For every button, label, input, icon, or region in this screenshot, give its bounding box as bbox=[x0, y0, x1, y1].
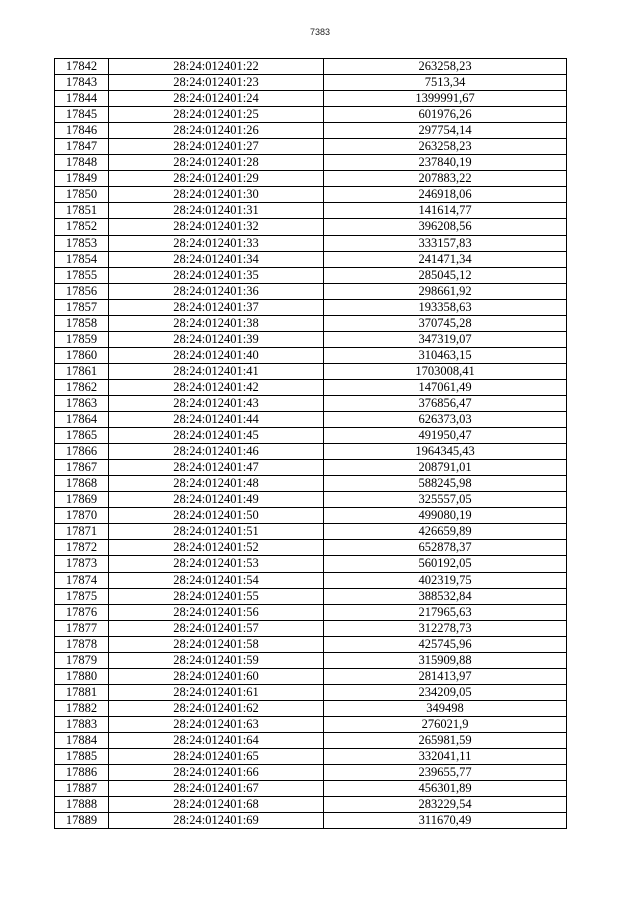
value-cell: 208791,01 bbox=[324, 460, 567, 476]
value-cell: 193358,63 bbox=[324, 299, 567, 315]
value-cell: 652878,37 bbox=[324, 540, 567, 556]
cadastral-number-cell: 28:24:012401:26 bbox=[109, 123, 324, 139]
table-row bbox=[55, 620, 567, 636]
row-number-cell: 17864 bbox=[55, 412, 109, 428]
value-cell: 297754,14 bbox=[324, 123, 567, 139]
table-row bbox=[55, 604, 567, 620]
value-cell: 237840,19 bbox=[324, 155, 567, 171]
row-number-cell: 17865 bbox=[55, 428, 109, 444]
cadastral-number-cell: 28:24:012401:32 bbox=[109, 219, 324, 235]
cadastral-number-cell: 28:24:012401:66 bbox=[109, 765, 324, 781]
table-row bbox=[55, 652, 567, 668]
table-row bbox=[55, 636, 567, 652]
value-cell: 370745,28 bbox=[324, 315, 567, 331]
row-number-cell: 17862 bbox=[55, 379, 109, 395]
table-row bbox=[55, 540, 567, 556]
cadastral-number-cell: 28:24:012401:38 bbox=[109, 315, 324, 331]
table-row bbox=[55, 476, 567, 492]
table-row bbox=[55, 732, 567, 748]
table-row bbox=[55, 91, 567, 107]
row-number-cell: 17863 bbox=[55, 395, 109, 411]
table-row bbox=[55, 749, 567, 765]
row-number-cell: 17860 bbox=[55, 347, 109, 363]
table-row bbox=[55, 171, 567, 187]
value-cell: 376856,47 bbox=[324, 395, 567, 411]
cadastral-number-cell: 28:24:012401:37 bbox=[109, 299, 324, 315]
table-row bbox=[55, 251, 567, 267]
row-number-cell: 17887 bbox=[55, 781, 109, 797]
table-row bbox=[55, 139, 567, 155]
page-number: 7383 bbox=[309, 27, 331, 37]
cadastral-number-cell: 28:24:012401:62 bbox=[109, 700, 324, 716]
table-row bbox=[55, 508, 567, 524]
value-cell: 298661,92 bbox=[324, 283, 567, 299]
value-cell: 456301,89 bbox=[324, 781, 567, 797]
value-cell: 312278,73 bbox=[324, 620, 567, 636]
value-cell: 491950,47 bbox=[324, 428, 567, 444]
cadastral-number-cell: 28:24:012401:57 bbox=[109, 620, 324, 636]
table-row bbox=[55, 315, 567, 331]
row-number-cell: 17868 bbox=[55, 476, 109, 492]
table-row bbox=[55, 813, 567, 829]
row-number-cell: 17883 bbox=[55, 716, 109, 732]
row-number-cell: 17869 bbox=[55, 492, 109, 508]
cadastral-number-cell: 28:24:012401:53 bbox=[109, 556, 324, 572]
row-number-cell: 17861 bbox=[55, 363, 109, 379]
cadastral-number-cell: 28:24:012401:63 bbox=[109, 716, 324, 732]
row-number-cell: 17888 bbox=[55, 797, 109, 813]
table-row bbox=[55, 684, 567, 700]
value-cell: 626373,03 bbox=[324, 412, 567, 428]
cadastral-number-cell: 28:24:012401:59 bbox=[109, 652, 324, 668]
table-row bbox=[55, 283, 567, 299]
value-cell: 283229,54 bbox=[324, 797, 567, 813]
row-number-cell: 17851 bbox=[55, 203, 109, 219]
row-number-cell: 17877 bbox=[55, 620, 109, 636]
table-row bbox=[55, 187, 567, 203]
cadastral-number-cell: 28:24:012401:42 bbox=[109, 379, 324, 395]
row-number-cell: 17889 bbox=[55, 813, 109, 829]
cadastral-number-cell: 28:24:012401:58 bbox=[109, 636, 324, 652]
row-number-cell: 17876 bbox=[55, 604, 109, 620]
row-number-cell: 17870 bbox=[55, 508, 109, 524]
cadastral-number-cell: 28:24:012401:28 bbox=[109, 155, 324, 171]
row-number-cell: 17844 bbox=[55, 91, 109, 107]
value-cell: 426659,89 bbox=[324, 524, 567, 540]
value-cell: 1399991,67 bbox=[324, 91, 567, 107]
table-row bbox=[55, 331, 567, 347]
value-cell: 263258,23 bbox=[324, 59, 567, 75]
table-row bbox=[55, 765, 567, 781]
cadastral-number-cell: 28:24:012401:54 bbox=[109, 572, 324, 588]
cadastral-number-cell: 28:24:012401:56 bbox=[109, 604, 324, 620]
cadastral-number-cell: 28:24:012401:51 bbox=[109, 524, 324, 540]
table-row bbox=[55, 444, 567, 460]
table-row bbox=[55, 379, 567, 395]
row-number-cell: 17874 bbox=[55, 572, 109, 588]
table-row bbox=[55, 572, 567, 588]
row-number-cell: 17858 bbox=[55, 315, 109, 331]
cadastral-number-cell: 28:24:012401:35 bbox=[109, 267, 324, 283]
table-row bbox=[55, 363, 567, 379]
row-number-cell: 17846 bbox=[55, 123, 109, 139]
cadastral-number-cell: 28:24:012401:41 bbox=[109, 363, 324, 379]
table-row bbox=[55, 235, 567, 251]
value-cell: 347319,07 bbox=[324, 331, 567, 347]
value-cell: 499080,19 bbox=[324, 508, 567, 524]
value-cell: 1964345,43 bbox=[324, 444, 567, 460]
cadastral-number-cell: 28:24:012401:45 bbox=[109, 428, 324, 444]
value-cell: 402319,75 bbox=[324, 572, 567, 588]
cadastral-number-cell: 28:24:012401:43 bbox=[109, 395, 324, 411]
row-number-cell: 17853 bbox=[55, 235, 109, 251]
row-number-cell: 17886 bbox=[55, 765, 109, 781]
row-number-cell: 17872 bbox=[55, 540, 109, 556]
table-row bbox=[55, 219, 567, 235]
cadastral-number-cell: 28:24:012401:33 bbox=[109, 235, 324, 251]
table-row bbox=[55, 155, 567, 171]
row-number-cell: 17884 bbox=[55, 732, 109, 748]
value-cell: 234209,05 bbox=[324, 684, 567, 700]
cadastral-number-cell: 28:24:012401:67 bbox=[109, 781, 324, 797]
value-cell: 1703008,41 bbox=[324, 363, 567, 379]
data-table bbox=[54, 58, 567, 829]
row-number-cell: 17856 bbox=[55, 283, 109, 299]
cadastral-number-cell: 28:24:012401:64 bbox=[109, 732, 324, 748]
cadastral-number-cell: 28:24:012401:30 bbox=[109, 187, 324, 203]
table-row bbox=[55, 267, 567, 283]
row-number-cell: 17873 bbox=[55, 556, 109, 572]
row-number-cell: 17850 bbox=[55, 187, 109, 203]
table-row bbox=[55, 299, 567, 315]
value-cell: 333157,83 bbox=[324, 235, 567, 251]
cadastral-number-cell: 28:24:012401:36 bbox=[109, 283, 324, 299]
cadastral-number-cell: 28:24:012401:23 bbox=[109, 75, 324, 91]
cadastral-number-cell: 28:24:012401:50 bbox=[109, 508, 324, 524]
value-cell: 325557,05 bbox=[324, 492, 567, 508]
row-number-cell: 17879 bbox=[55, 652, 109, 668]
table-body bbox=[55, 59, 567, 829]
value-cell: 425745,96 bbox=[324, 636, 567, 652]
table-row bbox=[55, 107, 567, 123]
cadastral-number-cell: 28:24:012401:24 bbox=[109, 91, 324, 107]
value-cell: 310463,15 bbox=[324, 347, 567, 363]
value-cell: 263258,23 bbox=[324, 139, 567, 155]
value-cell: 217965,63 bbox=[324, 604, 567, 620]
table-row bbox=[55, 460, 567, 476]
value-cell: 311670,49 bbox=[324, 813, 567, 829]
value-cell: 588245,98 bbox=[324, 476, 567, 492]
cadastral-number-cell: 28:24:012401:40 bbox=[109, 347, 324, 363]
table-row bbox=[55, 668, 567, 684]
cadastral-number-cell: 28:24:012401:27 bbox=[109, 139, 324, 155]
value-cell: 349498 bbox=[324, 700, 567, 716]
table-row bbox=[55, 556, 567, 572]
table-row bbox=[55, 588, 567, 604]
row-number-cell: 17845 bbox=[55, 107, 109, 123]
row-number-cell: 17880 bbox=[55, 668, 109, 684]
row-number-cell: 17842 bbox=[55, 59, 109, 75]
cadastral-number-cell: 28:24:012401:47 bbox=[109, 460, 324, 476]
value-cell: 285045,12 bbox=[324, 267, 567, 283]
value-cell: 396208,56 bbox=[324, 219, 567, 235]
table-row bbox=[55, 700, 567, 716]
row-number-cell: 17859 bbox=[55, 331, 109, 347]
row-number-cell: 17854 bbox=[55, 251, 109, 267]
value-cell: 601976,26 bbox=[324, 107, 567, 123]
value-cell: 207883,22 bbox=[324, 171, 567, 187]
cadastral-number-cell: 28:24:012401:61 bbox=[109, 684, 324, 700]
cadastral-number-cell: 28:24:012401:49 bbox=[109, 492, 324, 508]
table-row bbox=[55, 395, 567, 411]
table-row bbox=[55, 524, 567, 540]
row-number-cell: 17857 bbox=[55, 299, 109, 315]
row-number-cell: 17843 bbox=[55, 75, 109, 91]
row-number-cell: 17867 bbox=[55, 460, 109, 476]
row-number-cell: 17847 bbox=[55, 139, 109, 155]
value-cell: 141614,77 bbox=[324, 203, 567, 219]
value-cell: 246918,06 bbox=[324, 187, 567, 203]
table-row bbox=[55, 203, 567, 219]
cadastral-number-cell: 28:24:012401:22 bbox=[109, 59, 324, 75]
row-number-cell: 17855 bbox=[55, 267, 109, 283]
row-number-cell: 17882 bbox=[55, 700, 109, 716]
cadastral-number-cell: 28:24:012401:46 bbox=[109, 444, 324, 460]
value-cell: 388532,84 bbox=[324, 588, 567, 604]
cadastral-number-cell: 28:24:012401:60 bbox=[109, 668, 324, 684]
table-row bbox=[55, 716, 567, 732]
value-cell: 332041,11 bbox=[324, 749, 567, 765]
value-cell: 265981,59 bbox=[324, 732, 567, 748]
value-cell: 560192,05 bbox=[324, 556, 567, 572]
table-row bbox=[55, 123, 567, 139]
cadastral-number-cell: 28:24:012401:69 bbox=[109, 813, 324, 829]
cadastral-number-cell: 28:24:012401:39 bbox=[109, 331, 324, 347]
row-number-cell: 17849 bbox=[55, 171, 109, 187]
value-cell: 281413,97 bbox=[324, 668, 567, 684]
table-row bbox=[55, 492, 567, 508]
table-row bbox=[55, 797, 567, 813]
table-row bbox=[55, 347, 567, 363]
cadastral-number-cell: 28:24:012401:29 bbox=[109, 171, 324, 187]
value-cell: 241471,34 bbox=[324, 251, 567, 267]
cadastral-number-cell: 28:24:012401:52 bbox=[109, 540, 324, 556]
table-row bbox=[55, 781, 567, 797]
cadastral-number-cell: 28:24:012401:31 bbox=[109, 203, 324, 219]
cadastral-number-cell: 28:24:012401:55 bbox=[109, 588, 324, 604]
value-cell: 7513,34 bbox=[324, 75, 567, 91]
cadastral-number-cell: 28:24:012401:65 bbox=[109, 749, 324, 765]
value-cell: 239655,77 bbox=[324, 765, 567, 781]
row-number-cell: 17852 bbox=[55, 219, 109, 235]
row-number-cell: 17866 bbox=[55, 444, 109, 460]
cadastral-number-cell: 28:24:012401:25 bbox=[109, 107, 324, 123]
table-row bbox=[55, 428, 567, 444]
cadastral-number-cell: 28:24:012401:68 bbox=[109, 797, 324, 813]
value-cell: 315909,88 bbox=[324, 652, 567, 668]
row-number-cell: 17885 bbox=[55, 749, 109, 765]
row-number-cell: 17848 bbox=[55, 155, 109, 171]
value-cell: 147061,49 bbox=[324, 379, 567, 395]
value-cell: 276021,9 bbox=[324, 716, 567, 732]
cadastral-number-cell: 28:24:012401:34 bbox=[109, 251, 324, 267]
row-number-cell: 17881 bbox=[55, 684, 109, 700]
row-number-cell: 17878 bbox=[55, 636, 109, 652]
cadastral-number-cell: 28:24:012401:44 bbox=[109, 412, 324, 428]
row-number-cell: 17875 bbox=[55, 588, 109, 604]
table-row bbox=[55, 412, 567, 428]
table-row bbox=[55, 75, 567, 91]
table-row bbox=[55, 59, 567, 75]
row-number-cell: 17871 bbox=[55, 524, 109, 540]
cadastral-number-cell: 28:24:012401:48 bbox=[109, 476, 324, 492]
